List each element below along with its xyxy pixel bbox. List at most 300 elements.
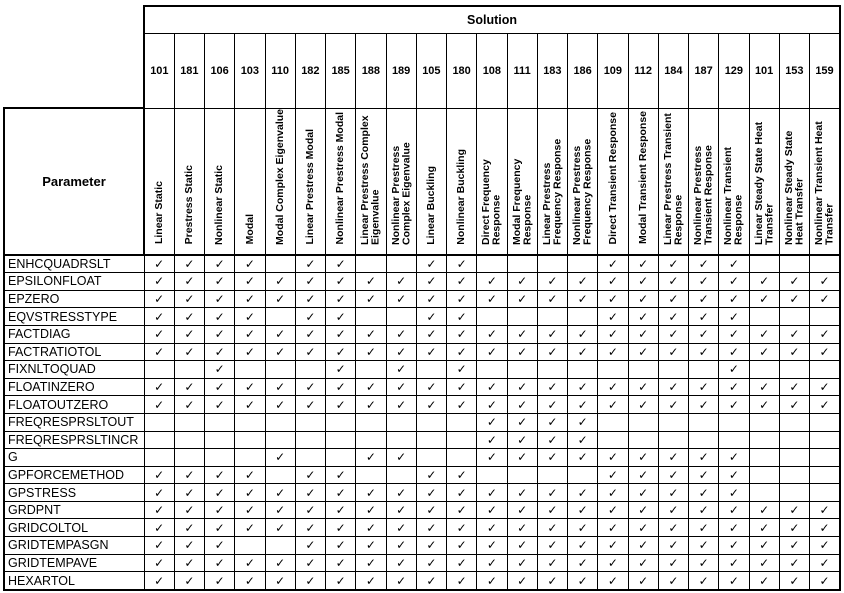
check-mark-cell: ✓ (537, 519, 567, 537)
solution-label-text: Nonlinear Transient Heat Transfer (813, 120, 836, 245)
empty-cell (174, 431, 204, 449)
table-row (4, 396, 840, 414)
check-mark-cell: ✓ (447, 343, 477, 361)
check-mark-cell: ✓ (386, 519, 416, 537)
check-mark-cell: ✓ (719, 325, 749, 343)
solution-label-text: Direct Frequency Response (480, 158, 503, 245)
table-row (4, 431, 840, 449)
empty-cell (810, 361, 841, 379)
empty-cell (477, 466, 507, 484)
check-mark-cell: ✓ (719, 484, 749, 502)
solution-header-row (4, 6, 840, 33)
check-mark-cell: ✓ (628, 501, 658, 519)
check-mark-cell: ✓ (658, 466, 688, 484)
empty-cell (356, 255, 386, 273)
empty-cell (205, 449, 235, 467)
check-mark-cell: ✓ (507, 325, 537, 343)
check-mark-cell: ✓ (598, 290, 628, 308)
check-mark-cell: ✓ (447, 466, 477, 484)
check-mark-cell: ✓ (689, 343, 719, 361)
check-mark-cell: ✓ (658, 343, 688, 361)
empty-cell (295, 449, 325, 467)
parameter-name: GRDPNT (4, 501, 144, 519)
empty-cell (326, 449, 356, 467)
solution-label (416, 108, 446, 255)
parameter-name: EQVSTRESSTYPE (4, 308, 144, 326)
check-mark-cell: ✓ (598, 537, 628, 555)
empty-cell (507, 361, 537, 379)
empty-cell (537, 466, 567, 484)
empty-cell (749, 431, 779, 449)
empty-cell (658, 361, 688, 379)
check-mark-cell: ✓ (386, 572, 416, 590)
empty-cell (144, 361, 174, 379)
empty-cell (447, 413, 477, 431)
empty-cell (447, 449, 477, 467)
check-mark-cell: ✓ (205, 378, 235, 396)
check-mark-cell: ✓ (568, 484, 598, 502)
check-mark-cell: ✓ (295, 308, 325, 326)
check-mark-cell: ✓ (356, 273, 386, 291)
empty-cell (568, 255, 598, 273)
solution-number: 110 (265, 33, 295, 108)
empty-cell (416, 413, 446, 431)
check-mark-cell: ✓ (447, 572, 477, 590)
empty-cell (779, 361, 809, 379)
check-mark-cell: ✓ (658, 554, 688, 572)
table-row (4, 537, 840, 555)
check-mark-cell: ✓ (326, 572, 356, 590)
check-mark-cell: ✓ (356, 290, 386, 308)
check-mark-cell: ✓ (144, 343, 174, 361)
check-mark-cell: ✓ (144, 378, 174, 396)
empty-cell (779, 466, 809, 484)
check-mark-cell: ✓ (507, 572, 537, 590)
check-mark-cell: ✓ (749, 501, 779, 519)
check-mark-cell: ✓ (537, 325, 567, 343)
empty-cell (326, 431, 356, 449)
check-mark-cell: ✓ (568, 273, 598, 291)
parameter-name: FLOATINZERO (4, 378, 144, 396)
empty-cell (537, 361, 567, 379)
solution-number: 101 (144, 33, 174, 108)
check-mark-cell: ✓ (537, 290, 567, 308)
check-mark-cell: ✓ (749, 343, 779, 361)
check-mark-cell: ✓ (386, 325, 416, 343)
check-mark-cell: ✓ (386, 290, 416, 308)
solution-label-text: Nonlinear Buckling (455, 148, 468, 245)
parameter-name: FREQRESPRSLTOUT (4, 413, 144, 431)
solution-number: 159 (810, 33, 841, 108)
solution-number: 111 (507, 33, 537, 108)
check-mark-cell: ✓ (628, 554, 658, 572)
empty-cell (416, 431, 446, 449)
solution-label-text: Nonlinear Transient Response (722, 146, 745, 245)
check-mark-cell: ✓ (719, 308, 749, 326)
check-mark-cell: ✓ (144, 572, 174, 590)
empty-cell (416, 361, 446, 379)
check-mark-cell: ✓ (598, 378, 628, 396)
check-mark-cell: ✓ (779, 396, 809, 414)
solution-label-text: Linear Prestress Frequency Response (540, 138, 564, 245)
parameter-name: G (4, 449, 144, 467)
check-mark-cell: ✓ (235, 343, 265, 361)
empty-cell (719, 431, 749, 449)
check-mark-cell: ✓ (235, 325, 265, 343)
check-mark-cell: ✓ (779, 501, 809, 519)
check-mark-cell: ✓ (447, 273, 477, 291)
empty-cell (628, 361, 658, 379)
check-mark-cell: ✓ (568, 449, 598, 467)
check-mark-cell: ✓ (356, 325, 386, 343)
check-mark-cell: ✓ (295, 255, 325, 273)
check-mark-cell: ✓ (205, 396, 235, 414)
check-mark-cell: ✓ (507, 378, 537, 396)
check-mark-cell: ✓ (477, 273, 507, 291)
check-mark-cell: ✓ (265, 572, 295, 590)
check-mark-cell: ✓ (295, 519, 325, 537)
check-mark-cell: ✓ (416, 501, 446, 519)
solution-label (356, 108, 386, 255)
check-mark-cell: ✓ (537, 273, 567, 291)
solution-label (628, 108, 658, 255)
check-mark-cell: ✓ (356, 378, 386, 396)
empty-cell (144, 449, 174, 467)
table-row (4, 449, 840, 467)
check-mark-cell: ✓ (295, 484, 325, 502)
check-mark-cell: ✓ (658, 255, 688, 273)
check-mark-cell: ✓ (416, 554, 446, 572)
check-mark-cell: ✓ (386, 449, 416, 467)
check-mark-cell: ✓ (235, 484, 265, 502)
check-mark-cell: ✓ (265, 484, 295, 502)
check-mark-cell: ✓ (356, 396, 386, 414)
check-mark-cell: ✓ (205, 308, 235, 326)
solution-number: 189 (386, 33, 416, 108)
check-mark-cell: ✓ (779, 537, 809, 555)
check-mark-cell: ✓ (144, 501, 174, 519)
check-mark-cell: ✓ (628, 325, 658, 343)
check-mark-cell: ✓ (537, 378, 567, 396)
empty-cell (689, 431, 719, 449)
empty-cell (386, 255, 416, 273)
check-mark-cell: ✓ (779, 519, 809, 537)
check-mark-cell: ✓ (416, 273, 446, 291)
corner-void-cell (4, 6, 144, 108)
solution-label-text: Modal Complex Eigenvalue (273, 108, 286, 245)
check-mark-cell: ✓ (477, 519, 507, 537)
check-mark-cell: ✓ (205, 572, 235, 590)
check-mark-cell: ✓ (568, 572, 598, 590)
solution-label (749, 108, 779, 255)
check-mark-cell: ✓ (205, 554, 235, 572)
parameter-name: FREQRESPRSLTINCR (4, 431, 144, 449)
check-mark-cell: ✓ (658, 572, 688, 590)
check-mark-cell: ✓ (810, 343, 841, 361)
check-mark-cell: ✓ (749, 396, 779, 414)
check-mark-cell: ✓ (447, 378, 477, 396)
check-mark-cell: ✓ (628, 484, 658, 502)
check-mark-cell: ✓ (537, 343, 567, 361)
check-mark-cell: ✓ (779, 325, 809, 343)
check-mark-cell: ✓ (507, 290, 537, 308)
check-mark-cell: ✓ (537, 501, 567, 519)
check-mark-cell: ✓ (356, 449, 386, 467)
check-mark-cell: ✓ (598, 554, 628, 572)
solution-label (537, 108, 567, 255)
check-mark-cell: ✓ (598, 396, 628, 414)
check-mark-cell: ✓ (779, 273, 809, 291)
check-mark-cell: ✓ (628, 449, 658, 467)
check-mark-cell: ✓ (356, 519, 386, 537)
empty-cell (507, 255, 537, 273)
check-mark-cell: ✓ (658, 378, 688, 396)
empty-cell (174, 449, 204, 467)
check-mark-cell: ✓ (477, 290, 507, 308)
check-mark-cell: ✓ (719, 572, 749, 590)
check-mark-cell: ✓ (235, 519, 265, 537)
empty-cell (689, 413, 719, 431)
solution-number: 182 (295, 33, 325, 108)
empty-cell (205, 431, 235, 449)
check-mark-cell: ✓ (416, 396, 446, 414)
solution-label (235, 108, 265, 255)
check-mark-cell: ✓ (628, 255, 658, 273)
check-mark-cell: ✓ (507, 554, 537, 572)
check-mark-cell: ✓ (295, 466, 325, 484)
empty-cell (779, 449, 809, 467)
check-mark-cell: ✓ (356, 484, 386, 502)
solution-label (719, 108, 749, 255)
check-mark-cell: ✓ (205, 537, 235, 555)
check-mark-cell: ✓ (507, 413, 537, 431)
empty-cell (174, 361, 204, 379)
check-mark-cell: ✓ (810, 396, 841, 414)
check-mark-cell: ✓ (810, 378, 841, 396)
check-mark-cell: ✓ (356, 554, 386, 572)
check-mark-cell: ✓ (295, 537, 325, 555)
check-mark-cell: ✓ (416, 343, 446, 361)
empty-cell (356, 431, 386, 449)
check-mark-cell: ✓ (537, 396, 567, 414)
empty-cell (779, 308, 809, 326)
empty-cell (568, 361, 598, 379)
parameter-name: GRIDTEMPASGN (4, 537, 144, 555)
empty-cell (749, 413, 779, 431)
empty-cell (386, 413, 416, 431)
table-row (4, 413, 840, 431)
check-mark-cell: ✓ (174, 396, 204, 414)
table-row (4, 361, 840, 379)
check-mark-cell: ✓ (144, 519, 174, 537)
check-mark-cell: ✓ (174, 343, 204, 361)
solution-label-text: Direct Transient Response (606, 112, 619, 245)
check-mark-cell: ✓ (658, 308, 688, 326)
empty-cell (235, 537, 265, 555)
empty-cell (507, 466, 537, 484)
empty-cell (265, 466, 295, 484)
check-mark-cell: ✓ (537, 537, 567, 555)
table-row (4, 343, 840, 361)
check-mark-cell: ✓ (416, 325, 446, 343)
check-mark-cell: ✓ (598, 255, 628, 273)
empty-cell (265, 431, 295, 449)
check-mark-cell: ✓ (719, 537, 749, 555)
check-mark-cell: ✓ (507, 449, 537, 467)
solution-number: 105 (416, 33, 446, 108)
empty-cell (628, 431, 658, 449)
table-row (4, 308, 840, 326)
empty-cell (235, 449, 265, 467)
check-mark-cell: ✓ (356, 501, 386, 519)
check-mark-cell: ✓ (174, 308, 204, 326)
table-row (4, 273, 840, 291)
solution-label (568, 108, 598, 255)
check-mark-cell: ✓ (265, 325, 295, 343)
check-mark-cell: ✓ (749, 519, 779, 537)
check-mark-cell: ✓ (689, 484, 719, 502)
check-mark-cell: ✓ (568, 431, 598, 449)
check-mark-cell: ✓ (719, 343, 749, 361)
empty-cell (749, 255, 779, 273)
check-mark-cell: ✓ (719, 361, 749, 379)
solution-label (144, 108, 174, 255)
check-mark-cell: ✓ (205, 501, 235, 519)
empty-cell (356, 308, 386, 326)
solution-number: 153 (779, 33, 809, 108)
empty-cell (568, 466, 598, 484)
solution-label (507, 108, 537, 255)
check-mark-cell: ✓ (447, 537, 477, 555)
check-mark-cell: ✓ (416, 290, 446, 308)
check-mark-cell: ✓ (689, 378, 719, 396)
solution-labels-row (4, 108, 840, 255)
check-mark-cell: ✓ (810, 519, 841, 537)
empty-cell (235, 413, 265, 431)
check-mark-cell: ✓ (235, 501, 265, 519)
solution-label-text: Prestress Static (183, 165, 196, 245)
check-mark-cell: ✓ (265, 449, 295, 467)
empty-cell (295, 413, 325, 431)
empty-cell (447, 431, 477, 449)
check-mark-cell: ✓ (477, 537, 507, 555)
solution-number: 185 (326, 33, 356, 108)
check-mark-cell: ✓ (537, 572, 567, 590)
solution-number: 181 (174, 33, 204, 108)
check-mark-cell: ✓ (568, 325, 598, 343)
check-mark-cell: ✓ (628, 308, 658, 326)
solution-label (658, 108, 688, 255)
solution-number: 187 (689, 33, 719, 108)
check-mark-cell: ✓ (416, 255, 446, 273)
check-mark-cell: ✓ (416, 537, 446, 555)
check-mark-cell: ✓ (235, 308, 265, 326)
check-mark-cell: ✓ (205, 255, 235, 273)
check-mark-cell: ✓ (174, 325, 204, 343)
check-mark-cell: ✓ (628, 378, 658, 396)
solution-label (779, 108, 809, 255)
check-mark-cell: ✓ (235, 290, 265, 308)
check-mark-cell: ✓ (658, 449, 688, 467)
solution-number: 188 (356, 33, 386, 108)
check-mark-cell: ✓ (144, 537, 174, 555)
empty-cell (477, 361, 507, 379)
check-mark-cell: ✓ (628, 290, 658, 308)
parameter-solution-table (3, 5, 841, 591)
check-mark-cell: ✓ (810, 537, 841, 555)
check-mark-cell: ✓ (749, 325, 779, 343)
check-mark-cell: ✓ (598, 273, 628, 291)
parameter-name: GRIDTEMPAVE (4, 554, 144, 572)
check-mark-cell: ✓ (416, 519, 446, 537)
parameter-name: GPSTRESS (4, 484, 144, 502)
parameter-header: Parameter (4, 108, 144, 255)
solution-label-text: Modal (243, 214, 256, 245)
check-mark-cell: ✓ (507, 484, 537, 502)
solution-label (386, 108, 416, 255)
check-mark-cell: ✓ (598, 449, 628, 467)
empty-cell (810, 466, 841, 484)
check-mark-cell: ✓ (144, 325, 174, 343)
check-mark-cell: ✓ (628, 572, 658, 590)
solution-label-text: Nonlinear Prestress Frequency Response (571, 138, 594, 245)
check-mark-cell: ✓ (810, 501, 841, 519)
solution-label-text: Linear Buckling (425, 165, 438, 245)
solution-number: 108 (477, 33, 507, 108)
check-mark-cell: ✓ (537, 554, 567, 572)
check-mark-cell: ✓ (568, 378, 598, 396)
check-mark-cell: ✓ (205, 343, 235, 361)
empty-cell (598, 361, 628, 379)
empty-cell (537, 308, 567, 326)
empty-cell (235, 361, 265, 379)
check-mark-cell: ✓ (779, 343, 809, 361)
check-mark-cell: ✓ (689, 255, 719, 273)
parameter-name: GRIDCOLTOL (4, 519, 144, 537)
check-mark-cell: ✓ (689, 501, 719, 519)
check-mark-cell: ✓ (235, 466, 265, 484)
empty-cell (628, 413, 658, 431)
check-mark-cell: ✓ (810, 325, 841, 343)
empty-cell (477, 255, 507, 273)
solution-number: 186 (568, 33, 598, 108)
empty-cell (386, 431, 416, 449)
check-mark-cell: ✓ (386, 273, 416, 291)
check-mark-cell: ✓ (265, 378, 295, 396)
check-mark-cell: ✓ (326, 308, 356, 326)
check-mark-cell: ✓ (719, 255, 749, 273)
solution-label (174, 108, 204, 255)
parameter-name: FIXNLTOQUAD (4, 361, 144, 379)
check-mark-cell: ✓ (749, 537, 779, 555)
solution-label-text: Linear Prestress Transient Response (661, 112, 685, 245)
check-mark-cell: ✓ (507, 396, 537, 414)
check-mark-cell: ✓ (174, 501, 204, 519)
parameter-name: EPZERO (4, 290, 144, 308)
check-mark-cell: ✓ (447, 396, 477, 414)
check-mark-cell: ✓ (326, 325, 356, 343)
check-mark-cell: ✓ (689, 325, 719, 343)
empty-cell (779, 484, 809, 502)
empty-cell (598, 413, 628, 431)
check-mark-cell: ✓ (810, 290, 841, 308)
check-mark-cell: ✓ (477, 325, 507, 343)
check-mark-cell: ✓ (174, 255, 204, 273)
solution-label (598, 108, 628, 255)
empty-cell (810, 449, 841, 467)
check-mark-cell: ✓ (598, 325, 628, 343)
check-mark-cell: ✓ (326, 396, 356, 414)
